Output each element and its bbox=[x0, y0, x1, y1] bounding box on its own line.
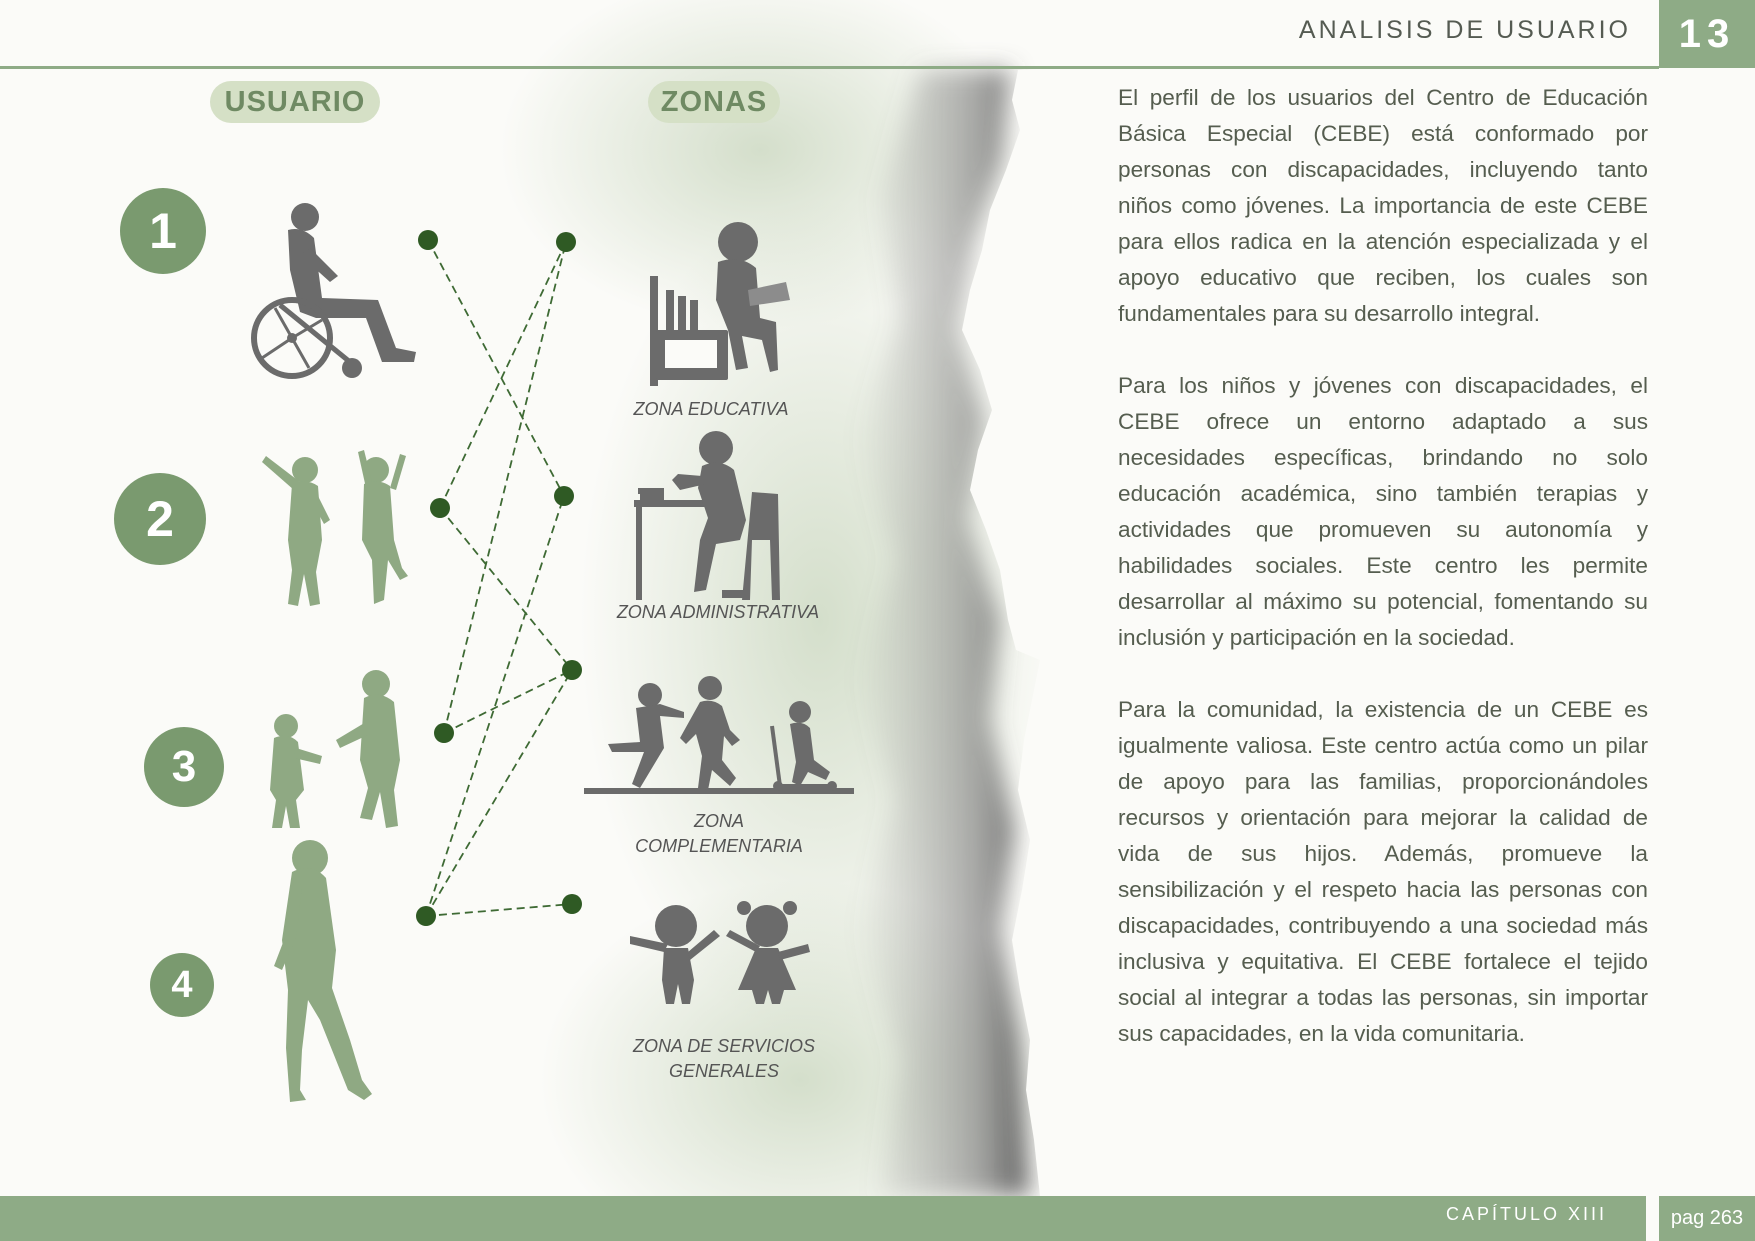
zone-label-administrativa: ZONA ADMINISTRATIVA bbox=[616, 602, 820, 622]
paragraph-1: El perfil de los usuarios del Centro de Educación Básica Especial (CEBE) está conformado por personas con discapacidades, incluyendo tanto niños como jóvenes. La importancia de este CEBE para ellos radica en la atención especializada y el apoyo educativo que reciben, los cuales son fundamentales para su desarrollo integral. bbox=[1118, 85, 1648, 326]
person-at-desk-icon bbox=[634, 431, 780, 600]
user-number-2: 2 bbox=[114, 473, 206, 565]
zone-label-complementaria: ZONA COMPLEMENTARIA bbox=[635, 811, 803, 856]
parent-and-child-icon bbox=[270, 670, 400, 828]
user-number-4: 4 bbox=[150, 953, 214, 1017]
user-number-1: 1 bbox=[120, 188, 206, 274]
user-dot-1 bbox=[418, 230, 438, 250]
jumping-children-icon bbox=[262, 450, 408, 606]
children-playing-icon bbox=[584, 676, 854, 794]
page-number: pag 263 bbox=[1659, 1196, 1755, 1241]
paragraph-3: Para la comunidad, la existencia de un CEBE es igualmente valiosa. Este centro actúa como un pilar de apoyo para las familias, proporcionándoles recursos y orientación para mejorar la calidad de vida de sus hijos. Además, promueve la sensibilización y el respeto hacia las personas con discapacidades, contribuyendo a una sociedad más inclusiva y equitativa. El CEBE fortalece el tejido social al integrar a todas las personas, sin importar sus capacidades, en la vida comunitaria. bbox=[1118, 697, 1648, 1046]
paragraph-2: Para los niños y jóvenes con discapacidades, el CEBE ofrece un entorno adaptado a sus necesidades específicas, brindando no solo educación académica, sino también terapias y actividades que promueven su autonomía y habilidades sociales. Este centro les permite desarrollar al máximo su potencial, fomentando su inclusión y participación en la sociedad. bbox=[1118, 373, 1648, 650]
section-title: ANALISIS DE USUARIO bbox=[1298, 16, 1631, 44]
footer-bar bbox=[0, 1196, 1646, 1241]
chapter-label: CAPÍTULO XIII bbox=[1445, 1204, 1607, 1224]
zones-column-header: ZONAS bbox=[648, 81, 780, 123]
wheelchair-user-icon bbox=[254, 203, 416, 378]
kids-cheering-icon bbox=[630, 901, 810, 1004]
zone-label-educativa: ZONA EDUCATIVA bbox=[633, 399, 789, 419]
zone-label-servicios-generales: ZONA DE SERVICIOS GENERALES bbox=[632, 1036, 816, 1081]
walking-woman-icon bbox=[274, 840, 372, 1102]
user-number-3: 3 bbox=[144, 727, 224, 807]
zone-dot-3 bbox=[562, 660, 582, 680]
user-dot-3 bbox=[434, 723, 454, 743]
connection-lines bbox=[426, 240, 572, 916]
child-reading-icon bbox=[650, 222, 790, 386]
connection-dots bbox=[416, 230, 582, 926]
body-text bbox=[1118, 80, 1648, 1088]
user-dot-2 bbox=[430, 498, 450, 518]
users-column-header: USUARIO bbox=[210, 81, 380, 123]
user-dot-4 bbox=[416, 906, 436, 926]
zone-dot-1 bbox=[556, 232, 576, 252]
section-number: 13 bbox=[1659, 0, 1755, 68]
zone-dot-2 bbox=[554, 486, 574, 506]
zone-dot-4 bbox=[562, 894, 582, 914]
